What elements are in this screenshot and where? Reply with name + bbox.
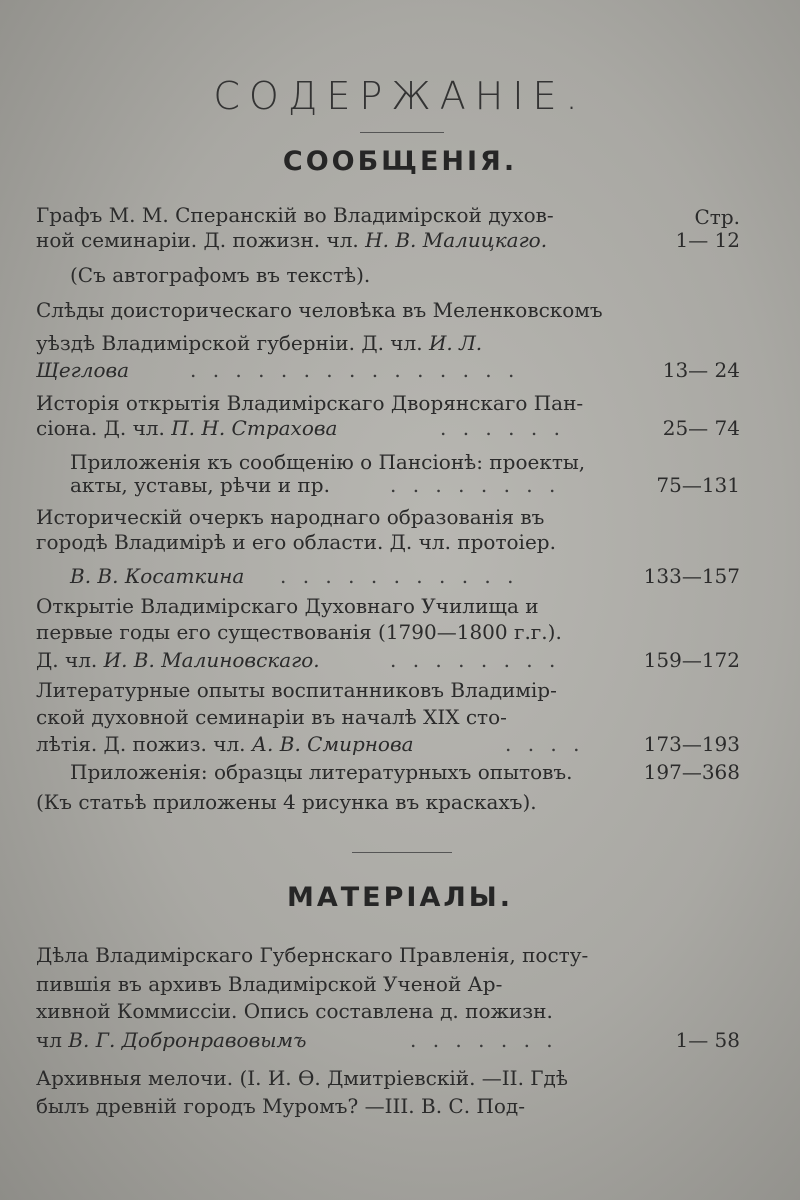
toc-line bbox=[0, 1023, 800, 1057]
entry-text: ской духовной семинаріи въ началѣ XIX сто- bbox=[36, 705, 507, 729]
author-name: А. В. Смирнова bbox=[251, 732, 414, 756]
entry-text: ной семинаріи. Д. пожизн. чл. bbox=[36, 228, 366, 252]
author-name: П. Н. Страхова bbox=[171, 416, 338, 440]
toc-text bbox=[36, 1023, 306, 1057]
entry-text: Исторія открытія Владимірскаго Дворянскаго Пан- bbox=[36, 391, 584, 415]
entry-text: сіона. Д. чл. bbox=[36, 416, 172, 440]
page-range: 13— 24 bbox=[662, 358, 740, 382]
entry-text: пившія въ архивъ Владимірской Ученой Ар- bbox=[36, 972, 503, 996]
page-range: 159—172 bbox=[643, 648, 740, 672]
toc-text bbox=[70, 559, 244, 593]
author-name: Н. В. Малицкаго. bbox=[365, 228, 548, 252]
page-range: 1— 58 bbox=[675, 1028, 740, 1052]
entry-text: Приложенія: образцы литературныхъ опытовъ. bbox=[70, 760, 573, 784]
leader-dots: . . . . bbox=[505, 732, 585, 756]
toc-line bbox=[0, 755, 800, 789]
entry-text: Слѣды доисторическаго человѣка въ Меленковскомъ bbox=[36, 298, 603, 322]
entry-text: Дѣла Владимірскаго Губернскаго Правленія, посту- bbox=[36, 943, 589, 967]
leader-dots: . . . . . . . bbox=[410, 1028, 558, 1052]
entry-text: городѣ Владимірѣ и его области. Д. чл. протоіер. bbox=[36, 530, 556, 554]
entry-text: чл bbox=[36, 1028, 69, 1052]
leader-dots: . . . . . . . . . . . . . . . bbox=[190, 358, 520, 382]
toc-text bbox=[36, 643, 320, 677]
divider bbox=[352, 852, 452, 853]
toc-line bbox=[0, 559, 800, 593]
entry-text: акты, уставы, рѣчи и пр. bbox=[70, 473, 330, 497]
page-column-label: Стр. bbox=[694, 205, 740, 229]
toc-line bbox=[0, 293, 800, 327]
page-range: 1— 12 bbox=[675, 228, 740, 252]
entry-text: Архивныя мелочи. (І. И. Ѳ. Дмитріевскій. —II. Гдѣ bbox=[36, 1066, 568, 1090]
leader-dots: . . . . . . bbox=[440, 416, 565, 440]
author-name: Щеглова bbox=[36, 358, 130, 382]
divider bbox=[360, 132, 444, 133]
section-title-soobshcheniya: СООБЩЕНІЯ. bbox=[282, 146, 518, 177]
author-name: В. Г. Добронравовымъ bbox=[68, 1028, 307, 1052]
toc-line bbox=[0, 258, 800, 292]
entry-text: хивной Коммиссіи. Опись составлена д. пожизн. bbox=[36, 999, 553, 1023]
toc-text bbox=[70, 258, 370, 292]
page-range: 197—368 bbox=[643, 760, 740, 784]
contents-heading: СОДЕРЖАНІЕ. bbox=[213, 74, 587, 118]
toc-text bbox=[70, 468, 330, 502]
toc-text bbox=[36, 223, 547, 257]
toc-line bbox=[0, 353, 800, 387]
entry-text: Историческій очеркъ народнаго образованія въ bbox=[36, 505, 545, 529]
toc-text bbox=[36, 293, 603, 327]
toc-line bbox=[0, 411, 800, 445]
toc-line bbox=[0, 1089, 800, 1123]
toc-line bbox=[0, 223, 800, 257]
toc-text bbox=[36, 411, 337, 445]
page-range: 75—131 bbox=[656, 473, 740, 497]
toc-text bbox=[36, 353, 129, 387]
entry-text: Литературные опыты воспитанниковъ Владимір- bbox=[36, 678, 557, 702]
entry-text: лѣтія. Д. пожиз. чл. bbox=[36, 732, 252, 756]
page-range: 25— 74 bbox=[662, 416, 740, 440]
leader-dots: . . . . . . . . bbox=[390, 648, 561, 672]
toc-text bbox=[36, 785, 537, 819]
entry-text: (Къ статьѣ приложены 4 рисунка въ краскахъ). bbox=[36, 790, 537, 814]
entry-text: Приложенія къ сообщенію о Пансіонѣ: проекты, bbox=[70, 450, 586, 474]
entry-text: уѣздѣ Владимірской губерніи. Д. чл. bbox=[36, 331, 429, 355]
entry-text: Графъ М. М. Сперанскій во Владимірской духов- bbox=[36, 203, 554, 227]
toc-text bbox=[36, 1089, 525, 1123]
toc-line bbox=[0, 643, 800, 677]
toc-text bbox=[36, 525, 556, 559]
entry-text: (Съ автографомъ въ текстѣ). bbox=[70, 263, 371, 287]
leader-dots: . . . . . . . . . . . bbox=[280, 564, 519, 588]
entry-text: былъ древній городъ Муромъ? —III. В. С. Под- bbox=[36, 1094, 525, 1118]
author-name: И. Л. bbox=[428, 331, 483, 355]
toc-text bbox=[70, 755, 573, 789]
leader-dots: . . . . . . . . bbox=[390, 473, 561, 497]
entry-text: первые годы его существованія (1790—1800 г.г.). bbox=[36, 620, 562, 644]
entry-text: Открытіе Владимірскаго Духовнаго Училища и bbox=[36, 594, 539, 618]
entry-text: Д. чл. bbox=[36, 648, 104, 672]
section-title-materialy: МАТЕРІАЛЫ. bbox=[286, 882, 513, 913]
page-range: 133—157 bbox=[643, 564, 740, 588]
toc-line bbox=[0, 785, 800, 819]
page-range: 173—193 bbox=[643, 732, 740, 756]
toc-line bbox=[0, 468, 800, 502]
toc-line bbox=[0, 525, 800, 559]
author-name: И. В. Малиновскаго. bbox=[103, 648, 320, 672]
author-name: В. В. Косаткина bbox=[70, 564, 245, 588]
